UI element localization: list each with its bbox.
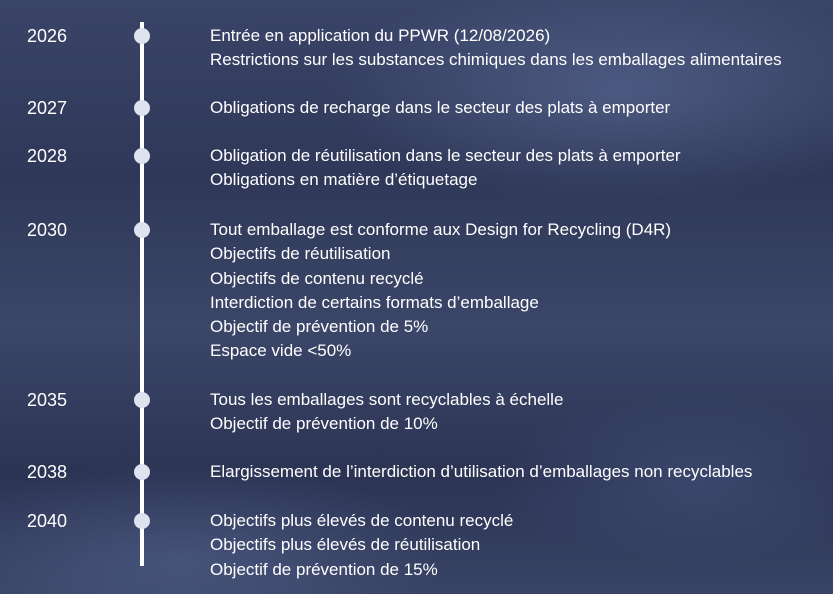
milestone-item: Objectifs de contenu recyclé [210, 268, 424, 288]
year-label: 2028 [27, 146, 68, 166]
timeline-dot [134, 100, 150, 116]
year-label: 2027 [27, 98, 68, 118]
milestone-item: Objectifs plus élevés de contenu recyclé [210, 511, 514, 530]
milestone-item: Tout emballage est conforme aux Design for Recycling (D4R) [210, 220, 672, 239]
milestone-item: Entrée en application du PPWR (12/08/2026) [210, 26, 551, 45]
timeline-dot [134, 148, 150, 164]
milestone-item: Objectif de prévention de 5% [210, 317, 429, 337]
milestone-item: Obligations en matière d’étiquetage [210, 170, 478, 190]
milestone-item: Objectifs de réutilisation [210, 244, 391, 264]
timeline-dot [134, 28, 150, 44]
timeline-dot [134, 513, 150, 529]
milestone-item: Espace vide <50% [210, 341, 352, 361]
milestone-item: Restrictions sur les substances chimiques dans les emballages alimentaires [210, 50, 782, 70]
year-label: 2035 [27, 390, 68, 410]
timeline-dot [134, 392, 150, 408]
milestone-list [210, 24, 782, 73]
milestone-item: Interdiction de certains formats d’emballage [210, 292, 539, 312]
milestone-item: Elargissement de l’interdiction d’utilisation d’emballages non recyclables [210, 462, 753, 481]
year-label: 2030 [27, 220, 68, 240]
year-label: 2026 [27, 26, 68, 46]
milestone-list [210, 460, 752, 484]
milestone-item: Objectif de prévention de 15% [210, 559, 438, 579]
timeline-dot [134, 222, 150, 238]
milestone-item: Obligations de recharge dans le secteur des plats à emporter [210, 98, 671, 117]
milestone-item: Objectifs plus élevés de réutilisation [210, 535, 481, 555]
milestone-list [210, 509, 513, 582]
milestone-list [210, 96, 670, 120]
milestone-list [210, 218, 671, 364]
milestone-item: Objectif de prévention de 10% [210, 414, 438, 434]
year-label: 2040 [27, 511, 68, 531]
timeline-dot [134, 464, 150, 480]
milestone-list [210, 388, 563, 437]
milestone-item: Obligation de réutilisation dans le secteur des plats à emporter [210, 146, 681, 165]
year-label: 2038 [27, 462, 68, 482]
milestone-list [210, 144, 681, 193]
milestone-item: Tous les emballages sont recyclables à échelle [210, 390, 564, 409]
